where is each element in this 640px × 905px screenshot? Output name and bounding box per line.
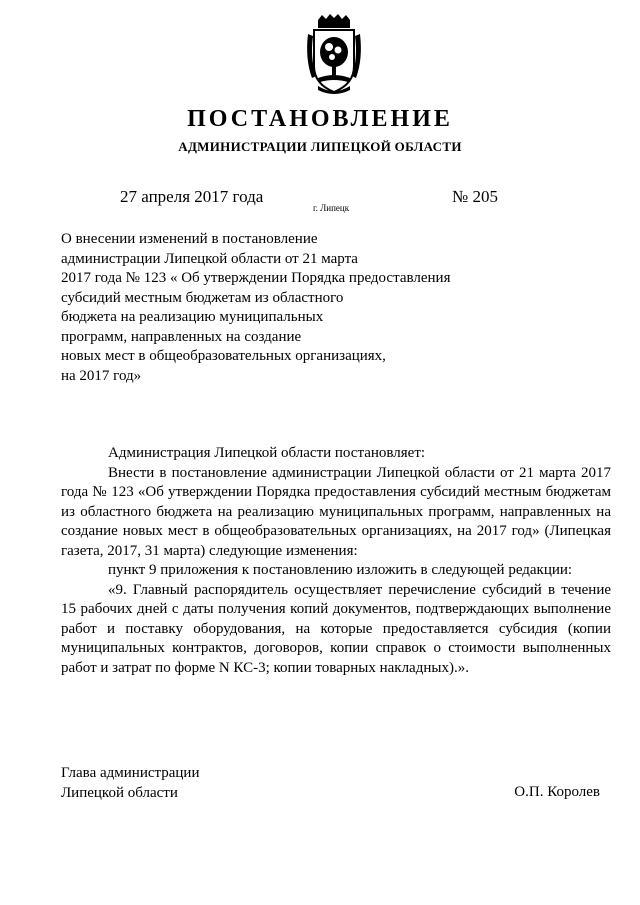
subject-line: новых мест в общеобразовательных организациях, [61,348,386,364]
signer-position-line: Глава администрации [61,765,200,781]
document-number: № 205 [452,187,498,206]
document-date: 27 апреля 2017 года [120,187,264,206]
document-subject [61,230,521,386]
subject-line: 2017 года № 123 « Об утверждении Порядка предоставления [61,270,451,286]
subject-line: на 2017 год» [61,367,142,384]
body-paragraph: Администрация Липецкой области постановляет: [108,445,426,461]
subject-line: программ, направленных на создание [61,328,302,345]
issuing-authority: АДМИНИСТРАЦИИ ЛИПЕЦКОЙ ОБЛАСТИ [178,139,462,154]
document-title: ПОСТАНОВЛЕНИЕ [187,106,453,132]
body-paragraph: «9. Главный распорядитель осуществляет перечисление субсидий в течение 15 рабочих дней с даты получения копий документов, подтверждающих выполнение работ и поставку оборудования, на которые предоставляется субсидия (копии муниципальных контрактов, договоров, копии справок о стоимости выполненных работ и затрат по форме N КС-3; копии товарных накладных).». [61,581,611,676]
document-body [61,444,611,678]
subject-line: бюджета на реализацию муниципальных [61,309,324,325]
coat-of-arms-icon [304,14,364,96]
signer-position-line: Липецкой области [61,784,178,801]
body-paragraph: Внести в постановление администрации Липецкой области от 21 марта 2017 года № 123 «Об утверждении Порядка предоставления субсидий местным бюджетам из областного бюджета на реализацию муниципальных программ, направленных на создание новых мест в общеобразовательных организациях, на 2017 год» (Липецкая газета, 2017, 31 марта) следующие изменения: [61,464,611,559]
signer-name: О.П. Королев [514,784,600,800]
subject-line: О внесении изменений в постановление [61,231,318,247]
subject-line: субсидий местным бюджетам из областного [61,289,344,306]
subject-line: администрации Липецкой области от 21 марта [61,250,358,267]
body-paragraph: пункт 9 приложения к постановлению изложить в следующей редакции: [108,562,573,578]
document-city: г. Липецк [313,203,350,213]
signer-position [61,764,199,803]
